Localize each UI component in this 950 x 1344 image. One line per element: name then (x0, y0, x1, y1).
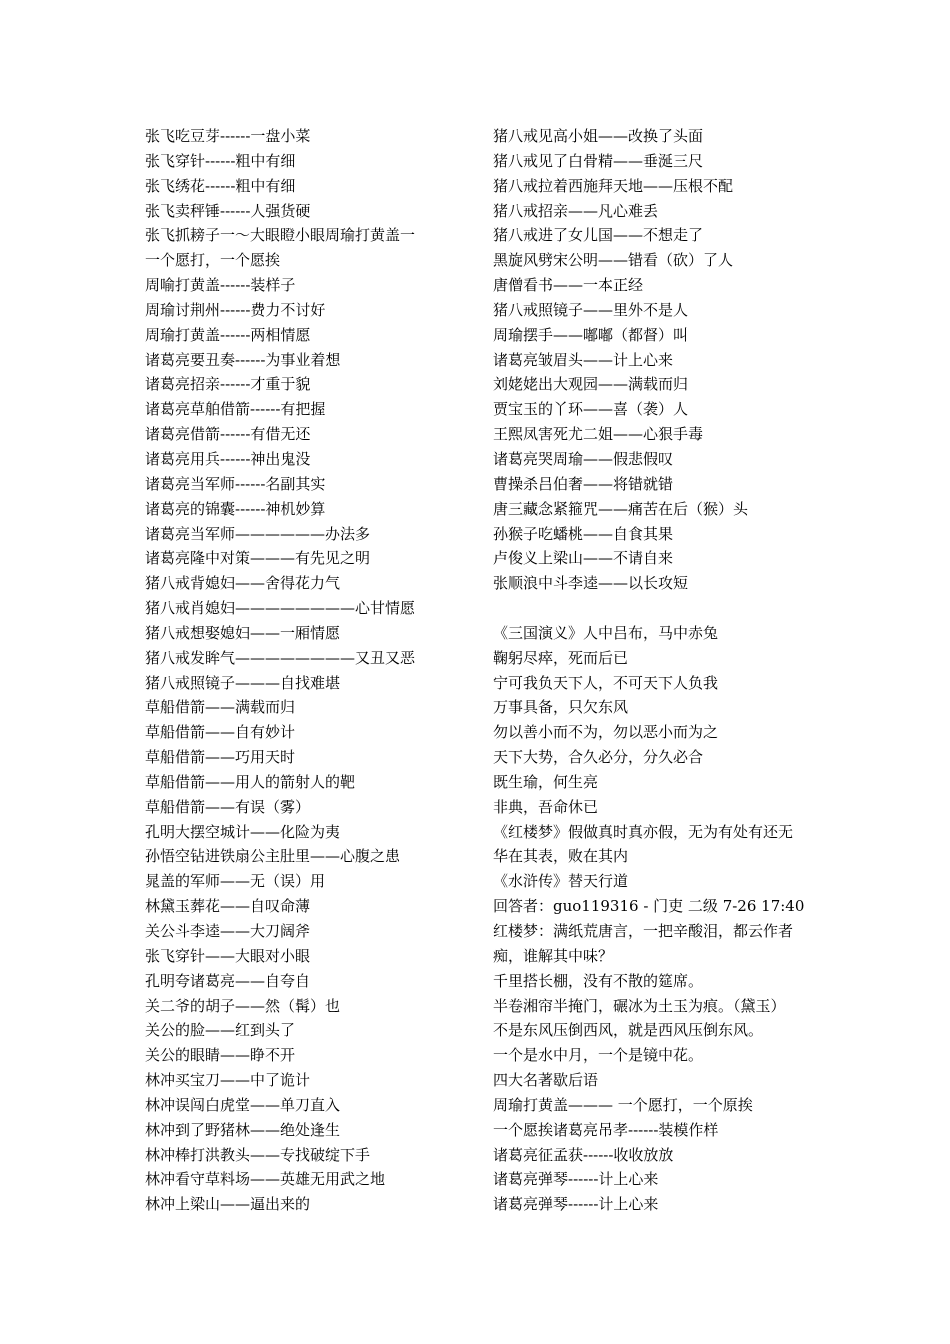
text-line: 张顺浪中斗李逵——以长攻短 (493, 574, 689, 593)
text-line: 诸葛亮的锦囊------神机妙算 (145, 499, 326, 518)
text-line: 诸葛亮借箭------有借无还 (145, 425, 311, 444)
text-line: 张飞绣花------粗中有细 (145, 176, 296, 195)
text-line: 天下大势，合久必分，分久必合 (493, 748, 704, 767)
text-line: 诸葛亮哭周瑜——假悲假叹 (493, 449, 674, 468)
text-line: 猪八戒想娶媳妇——一厢情愿 (145, 623, 341, 642)
text-line: 关公的脸——红到头了 (145, 1021, 296, 1040)
text-line: 林黛玉葬花——自叹命薄 (145, 897, 311, 916)
text-line: 一个是水中月，一个是镜中花。 (493, 1046, 704, 1065)
text-line: 千里搭长棚，没有不散的筵席。 (493, 971, 704, 990)
text-line: 猪八戒拉着西施拜天地——压根不配 (493, 176, 734, 195)
text-line: 孔明大摆空城计——化险为夷 (145, 822, 341, 841)
text-line: 周瑜打黄盖——— 一个愿打，一个原挨 (493, 1095, 753, 1114)
right-text-column (493, 124, 813, 1217)
text-line: 诸葛亮征孟获------收收放放 (493, 1145, 674, 1164)
text-line: 黑旋风劈宋公明——错看（砍）了人 (493, 251, 734, 270)
text-line: 猪八戒见了白骨精——垂涎三尺 (493, 151, 704, 170)
text-line: 不是东风压倒西风，就是西风压倒东风。 (493, 1021, 764, 1040)
text-line: 关公斗李逵——大刀阔斧 (145, 922, 311, 940)
text-line: 周瑜讨荆州------费力不讨好 (145, 300, 326, 319)
text-line: 《水浒传》替天行道 (493, 872, 629, 891)
left-text-column (145, 124, 467, 1217)
text-line: 张飞卖秤锤------人强货硬 (145, 201, 311, 220)
text-line: 诸葛亮弹琴------计上心来 (493, 1195, 659, 1214)
text-line: 《红楼梦》假做真时真亦假，无为有处有还无 (493, 822, 794, 841)
text-line: 猪八戒背媳妇——舍得花力气 (145, 574, 341, 593)
text-line: 诸葛亮隆中对策———有先见之明 (145, 549, 371, 568)
text-line: 猪八戒进了女儿国——不想走了 (493, 226, 704, 245)
text-line: 回答者：guo119316 - 门吏 二级 7-26 17:40 (493, 897, 805, 916)
text-line: 草船借箭——自有妙计 (145, 723, 296, 742)
text-line (493, 596, 813, 621)
text-line: 贾宝玉的丫环——喜（袭）人 (493, 400, 689, 419)
text-line: 非典，吾命休已 (493, 797, 599, 816)
text-line: 诸葛亮当军师——————办法多 (145, 524, 371, 543)
text-line: 诸葛亮当军师------名副其实 (145, 474, 326, 493)
text-line: 猪八戒照镜子——里外不是人 (493, 300, 689, 319)
text-line: 一个愿挨诸葛亮吊孝------装模作样 (493, 1120, 719, 1139)
text-line: 宁可我负天下人，不可天下人负我 (493, 673, 719, 692)
text-line: 晁盖的军师——无（误）用 (145, 872, 326, 891)
text-line: 诸葛亮弹琴------计上心来 (493, 1170, 659, 1189)
text-line: 《三国演义》人中吕布，马中赤兔 (493, 623, 719, 642)
text-line: 张飞穿针------粗中有细 (145, 151, 296, 170)
text-line: 草船借箭——巧用天时 (145, 748, 296, 767)
text-line: 诸葛亮招亲------才重于貌 (145, 375, 311, 394)
text-line: 猪八戒见高小姐——改换了头面 (493, 127, 704, 145)
text-line: 林冲误闯白虎堂——单刀直入 (145, 1095, 341, 1114)
text-line: 关公的眼睛——睁不开 (145, 1046, 296, 1065)
text-line: 猪八戒招亲——凡心难丢 (493, 201, 659, 220)
text-line: 猪八戒照镜子———自找难堪 (145, 673, 341, 692)
text-line: 鞠躬尽瘁，死而后已 (493, 648, 629, 667)
text-line: 草船借箭——满载而归 (145, 698, 296, 717)
text-line: 林冲看守草料场——英雄无用武之地 (145, 1170, 386, 1189)
text-line: 草船借箭——用人的箭射人的靶 (145, 772, 356, 791)
text-line: 关二爷的胡子——然（髯）也 (145, 996, 341, 1015)
text-line: 林冲买宝刀——中了诡计 (145, 1071, 311, 1090)
text-line: 痴，谁解其中味？ (493, 946, 614, 965)
text-line: 孙悟空钻进铁扇公主肚里——心腹之患 (145, 847, 401, 866)
text-line: 猪八戒发眸气————————又丑又恶 (145, 648, 416, 667)
text-line: 四大名著歇后语 (493, 1071, 599, 1090)
text-line: 周喻打黄盖------装样子 (145, 276, 296, 295)
text-line: 一个愿打，一个愿挨 (145, 251, 281, 270)
text-line: 诸葛亮草舶借箭------有把握 (145, 400, 326, 419)
text-line: 孔明夸诸葛亮——自夸自 (145, 971, 311, 990)
text-line: 半卷湘帘半掩门，碾冰为土玉为痕。（黛玉） (493, 996, 786, 1015)
text-line: 王熙凤害死尤二姐——心狠手毒 (493, 425, 704, 444)
text-line: 周瑜摆手——嘟嘟（都督）叫 (493, 325, 689, 344)
text-line: 刘姥姥出大观园——满载而归 (493, 375, 689, 394)
text-line: 林冲上梁山——逼出来的 (145, 1195, 311, 1214)
text-line: 唐僧看书——一本正经 (493, 276, 644, 295)
text-line: 卢俊义上梁山——不请自来 (493, 549, 674, 568)
text-line: 既生瑜，何生亮 (493, 772, 599, 791)
text-line: 孙猴子吃蟠桃——自食其果 (493, 524, 674, 543)
text-line: 张飞穿针——大眼对小眼 (145, 946, 311, 965)
text-line: 勿以善小而不为，勿以恶小而为之 (493, 723, 719, 742)
text-line: 诸葛亮皱眉头——计上心来 (493, 350, 674, 369)
text-line: 林冲棒打洪教头——专找破绽下手 (145, 1145, 371, 1164)
text-line: 猪八戒肖媳妇————————心甘情愿 (145, 599, 416, 618)
text-line: 曹操杀吕伯奢——将错就错 (493, 474, 674, 493)
text-line: 华在其表，败在其内 (493, 847, 629, 866)
text-line: 草船借箭——有误（雾） (145, 797, 311, 816)
text-line: 唐三藏念紧箍咒——痛苦在后（猴）头 (493, 499, 749, 518)
text-line: 诸葛亮要丑奏------为事业着想 (145, 350, 341, 369)
text-line: 周瑜打黄盖------两相情愿 (145, 325, 311, 344)
text-line: 张飞吃豆芽------一盘小菜 (145, 127, 311, 145)
text-line: 万事具备，只欠东风 (493, 698, 629, 717)
text-line: 诸葛亮用兵------神出鬼没 (145, 449, 311, 468)
text-line: 林冲到了野猪林——绝处逢生 (145, 1120, 341, 1139)
text-line: 红楼梦：满纸荒唐言，一把辛酸泪，都云作者 (493, 922, 794, 940)
text-line: 张飞抓耪子一～大眼瞪小眼周瑜打黄盖一 (145, 226, 416, 245)
